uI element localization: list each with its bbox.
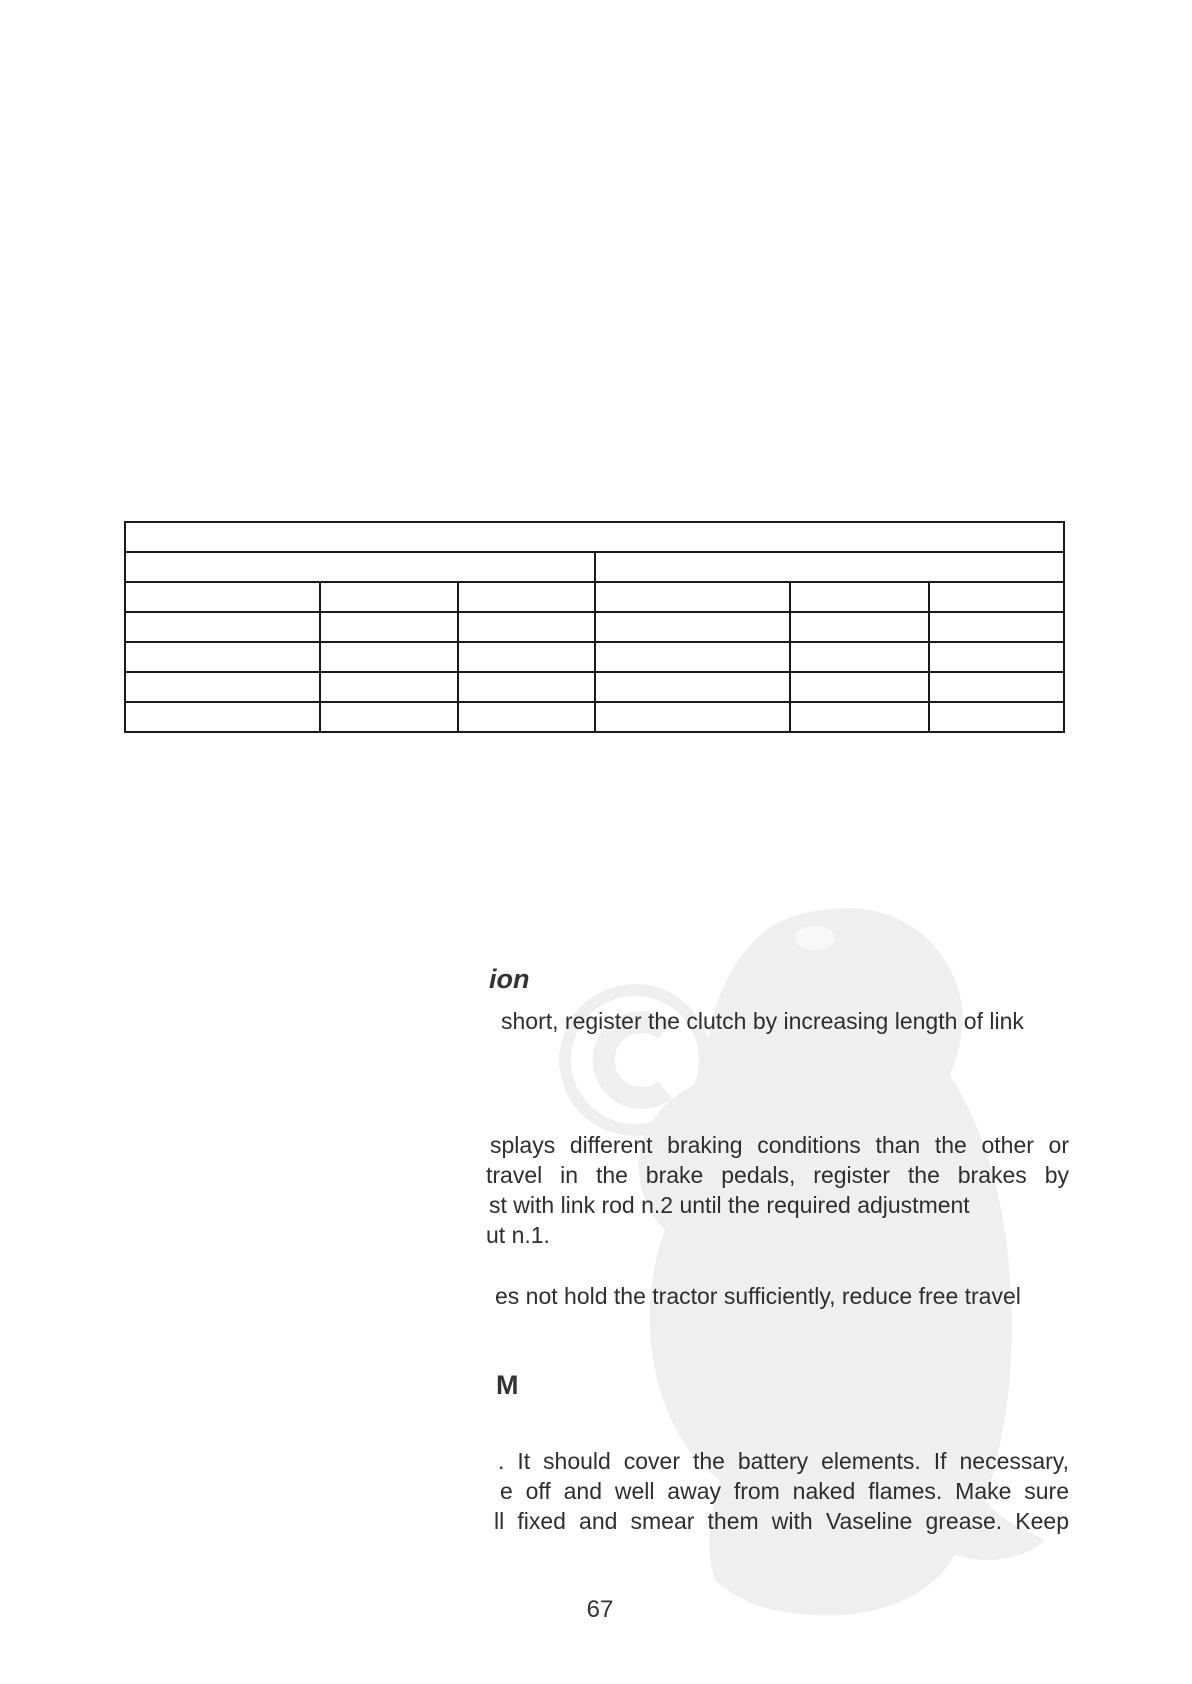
table-cell	[320, 702, 458, 732]
section-heading-battery: M	[496, 1370, 519, 1400]
table-cell	[595, 582, 790, 612]
table-cell	[125, 642, 320, 672]
brake-text-line: splays different braking conditions than the other or	[490, 1132, 1069, 1158]
table-row	[125, 702, 1064, 732]
spec-table	[124, 521, 1065, 733]
section-heading-clutch: ion	[489, 964, 530, 994]
table-cell	[320, 642, 458, 672]
table-row	[125, 612, 1064, 642]
table-cell	[458, 672, 595, 702]
table-group-row	[125, 552, 1064, 582]
table-title-row	[125, 522, 1064, 552]
brake-text-line: travel in the brake pedals, register the brakes by	[486, 1162, 1069, 1188]
table-cell	[125, 702, 320, 732]
table-row	[125, 672, 1064, 702]
clutch-text-line: short, register the clutch by increasing length of link	[501, 1008, 1024, 1034]
table-cell	[929, 642, 1064, 672]
table-row	[125, 582, 1064, 612]
table-cell	[595, 612, 790, 642]
brake-text-line: es not hold the tractor sufficiently, reduce free travel	[495, 1283, 1021, 1309]
brake-text-line: st with link rod n.2 until the required adjustment	[489, 1192, 970, 1218]
table-cell	[790, 612, 929, 642]
battery-text-line: e off and well away from naked flames. Make sure	[500, 1478, 1069, 1504]
table-cell	[125, 672, 320, 702]
table-cell	[320, 582, 458, 612]
table-cell	[929, 612, 1064, 642]
table-cell	[125, 522, 1064, 552]
page-number: 67	[586, 1596, 614, 1623]
table-cell	[595, 702, 790, 732]
table-cell	[320, 672, 458, 702]
table-cell	[790, 672, 929, 702]
table-cell	[458, 582, 595, 612]
table-cell	[595, 672, 790, 702]
table-cell	[458, 702, 595, 732]
table-cell	[790, 582, 929, 612]
table-cell	[125, 552, 595, 582]
table-row	[125, 642, 1064, 672]
battery-text-line: ll fixed and smear them with Vaseline grease. Keep	[494, 1508, 1069, 1534]
brake-text-line: ut n.1.	[486, 1222, 550, 1248]
table-cell	[929, 672, 1064, 702]
table-cell	[929, 702, 1064, 732]
table-cell	[595, 642, 790, 672]
table-cell	[595, 552, 1064, 582]
table-cell	[929, 582, 1064, 612]
table-cell	[125, 612, 320, 642]
table-cell	[790, 642, 929, 672]
battery-text-line: . It should cover the battery elements. If necessary,	[498, 1448, 1069, 1474]
table-cell	[320, 612, 458, 642]
table-cell	[125, 582, 320, 612]
table-cell	[458, 612, 595, 642]
table-cell	[458, 642, 595, 672]
table-cell	[790, 702, 929, 732]
